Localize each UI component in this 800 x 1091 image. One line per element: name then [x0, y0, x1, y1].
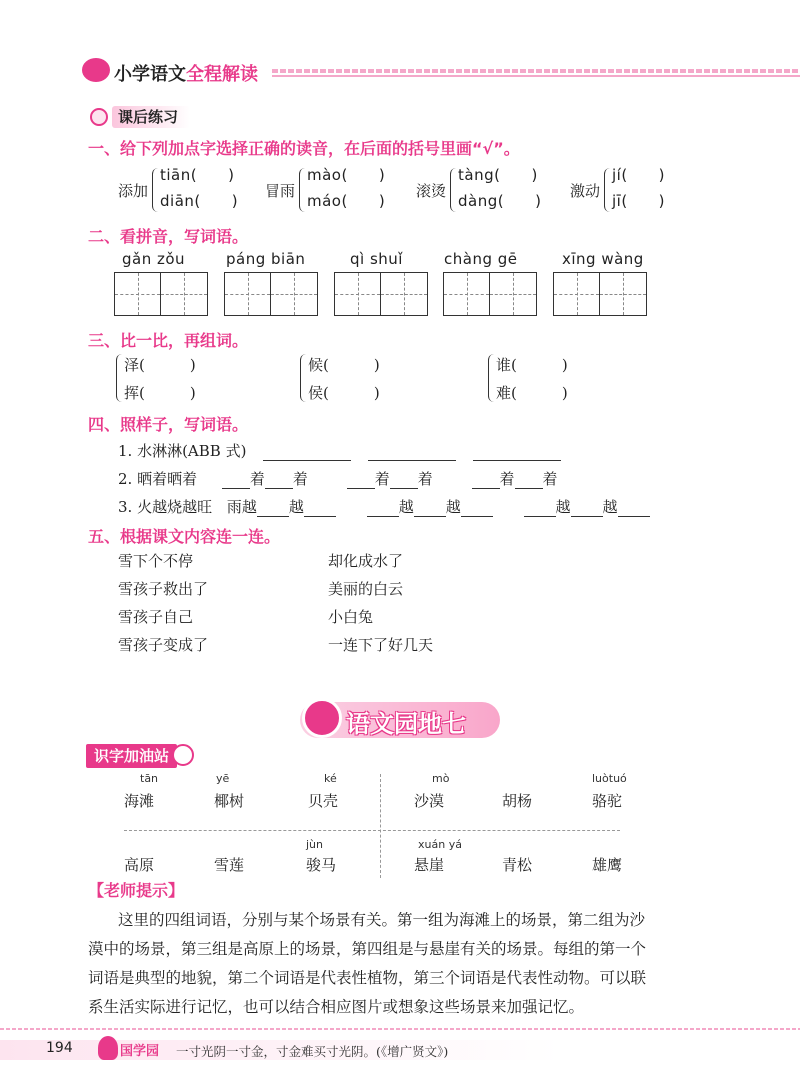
girl-icon [98, 1036, 118, 1060]
answer-blank[interactable] [473, 445, 561, 461]
section-2-title: 二、看拼音，写词语。 [88, 227, 249, 246]
teacher-note-title: 【老师提示】 [88, 881, 185, 900]
pinyin-3: qì shuǐ [350, 250, 403, 268]
pencil-icon [172, 744, 194, 766]
section-3-title: 三、比一比，再组词。 [88, 331, 249, 350]
book-title: 小学语文全程解读 [114, 64, 258, 85]
exercise-icon [90, 108, 108, 126]
pinyin-5: xīng wàng [562, 250, 644, 268]
brace [299, 168, 305, 212]
word: 悬崖 [414, 856, 445, 874]
pinyin-1: gǎn zǒu [122, 250, 186, 268]
word: 青松 [502, 856, 533, 874]
vertical-divider [380, 774, 381, 878]
word: 雄鹰 [592, 856, 623, 874]
match-left-4[interactable]: 雪孩子变成了 [118, 636, 209, 654]
footer-divider [0, 1028, 800, 1030]
word: 沙漠 [414, 792, 445, 810]
match-left-3[interactable]: 雪孩子自己 [118, 608, 194, 626]
logo-icon [82, 58, 110, 82]
section-badge: 课后练习 [112, 106, 190, 128]
section-4-title: 四、照样子，写词语。 [88, 415, 249, 434]
section-1-title: 一、给下列加点字选择正确的读音，在后面的括号里画“√”。 [88, 139, 520, 158]
word: 骏马 [306, 856, 337, 874]
brace [450, 168, 456, 212]
brace [152, 168, 158, 212]
writing-box-3[interactable] [334, 272, 428, 316]
word: 雪莲 [214, 856, 245, 874]
station-label: 识字加油站 [86, 744, 177, 768]
word: 胡杨 [502, 792, 533, 810]
garden-title: 语文园地七 [346, 709, 466, 738]
dragon-icon [302, 698, 342, 738]
note-line-4: 系生活实际进行记忆，也可以结合相应图片或想象这些场景来加强记忆。 [88, 998, 585, 1016]
section-5-title: 五、根据课文内容连一连。 [88, 527, 281, 546]
note-line-2: 漠中的场景，第三组是高原上的场景，第四组是与悬崖有关的场景。每组的第一个 [88, 940, 647, 958]
match-left-1[interactable]: 雪下个不停 [118, 552, 194, 570]
horizontal-divider [124, 830, 620, 831]
note-line-3: 词语是典型的地貌，第二个词语是代表性植物，第三个词语是代表性动物。可以联 [88, 969, 647, 987]
footer-quote: 一寸光阴一寸金，寸金难买寸光阴。(《增广贤文》) [176, 1044, 449, 1059]
match-right-4[interactable]: 一连下了好几天 [328, 636, 434, 654]
header-divider [272, 69, 800, 73]
brace [604, 168, 610, 212]
match-right-1[interactable]: 却化成水了 [328, 552, 404, 570]
word: 椰树 [214, 792, 245, 810]
pattern-line-3: 3. 火越烧越旺 雨越 越 越 越 越 越 [118, 496, 650, 517]
writing-box-1[interactable] [114, 272, 208, 316]
writing-box-4[interactable] [443, 272, 537, 316]
pinyin-4: chàng gē [444, 250, 518, 268]
pattern-line-1: 1. 水淋淋(ABB 式) [118, 440, 561, 461]
pinyin-2: páng biān [226, 250, 306, 268]
word: 贝壳 [308, 792, 339, 810]
word: 高原 [124, 856, 155, 874]
match-right-3[interactable]: 小白兔 [328, 608, 374, 626]
answer-blank[interactable] [263, 445, 351, 461]
word: 海滩 [124, 792, 155, 810]
header-divider-thin [272, 75, 800, 77]
writing-box-2[interactable] [224, 272, 318, 316]
footer-tag: 国学园 [120, 1044, 160, 1059]
pattern-line-2: 2. 晒着晒着 着 着 着 着 着 着 [118, 470, 558, 488]
match-left-2[interactable]: 雪孩子救出了 [118, 580, 209, 598]
word: 骆驼 [592, 792, 623, 810]
match-right-2[interactable]: 美丽的白云 [328, 580, 404, 598]
writing-box-5[interactable] [553, 272, 647, 316]
note-line-1: 这里的四组词语，分别与某个场景有关。第一组为海滩上的场景，第二组为沙 [118, 911, 646, 929]
answer-blank[interactable] [368, 445, 456, 461]
page-number: 194 [46, 1040, 73, 1056]
